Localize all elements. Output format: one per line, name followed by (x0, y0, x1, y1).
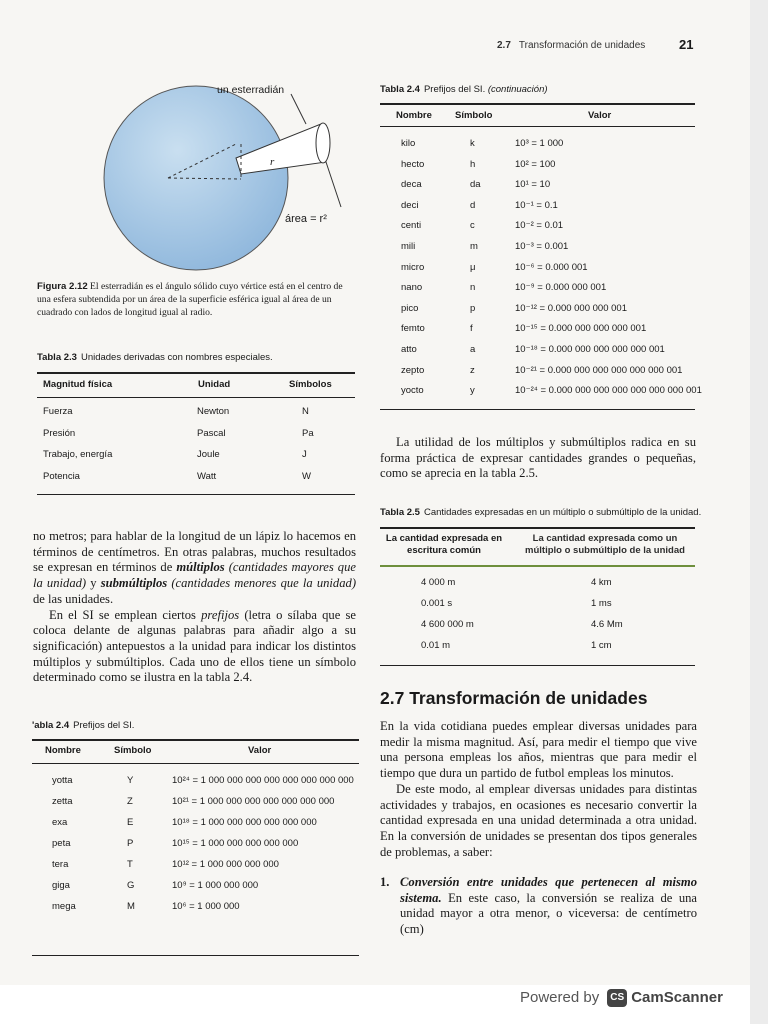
table23-cell: Newton (197, 406, 230, 417)
table24b-cell: 10⁻¹ = 0.1 (515, 199, 558, 211)
table24b-cell: mili (401, 241, 416, 252)
section-title: 2.7 Transformación de unidades (380, 688, 648, 708)
table23-cell: J (302, 449, 307, 460)
sphere (104, 86, 288, 270)
table24b-cell: femto (401, 323, 425, 335)
table24b-cell: centi (401, 220, 422, 232)
right-paragraph: La utilidad de los múltiplos y submúltiplos radica en su forma práctica de expresar cantidades grandes o pequeñas, como se aprecia en la tabla 2.5. (380, 435, 696, 481)
page-number: 21 (679, 37, 694, 52)
table24b-cell: 10² = 100 (515, 158, 556, 170)
table24a-cell: T (127, 859, 133, 870)
table24a-cell: 10²⁴ = 1 000 000 000 000 000 000 000 000 (172, 775, 354, 786)
table24a-title: 'abla 2.4 Prefijos del SI. (32, 720, 135, 731)
table24a-cell: mega (52, 901, 76, 912)
table23-cell: Watt (197, 470, 217, 482)
table25-header: La cantidad expresada en escritura común (385, 533, 503, 556)
scan-edge (750, 0, 768, 1024)
table24b-cell: atto (401, 344, 417, 355)
table24b-header: Valor (588, 110, 612, 121)
table24b-cell: p (470, 302, 476, 314)
table24b-cell: 10⁻⁹ = 0.000 000 001 (515, 282, 607, 294)
table24b-cell: 10⁻³ = 0.001 (515, 241, 569, 252)
table24b-cell: 10¹ = 10 (515, 179, 551, 191)
table24b-cell: pico (401, 302, 419, 314)
table24b-cell: 10⁻²¹ = 0.000 000 000 000 000 000 001 (515, 364, 683, 376)
table24a-cell: tera (52, 859, 69, 870)
label-area: área = r² (285, 213, 327, 225)
watermark: Powered by CS CamScanner (520, 989, 723, 1006)
table24b-cell: nano (401, 282, 423, 294)
table25-cell: 4 km (591, 577, 612, 588)
table24a-cell: G (127, 880, 135, 891)
table24a-cell: yotta (52, 775, 73, 786)
table24b-header: Símbolo (455, 110, 493, 121)
steradian-figure (36, 82, 376, 272)
table24b-cell: d (470, 199, 476, 211)
table25-cell: 1 cm (591, 640, 612, 651)
table24b-cell: deca (401, 179, 422, 191)
table24b-cell: 10⁻¹² = 0.000 000 000 001 (515, 302, 627, 314)
table24b-cell: 10⁻⁶ = 0.000 001 (515, 261, 588, 273)
label-steradian: un esterradián (217, 84, 285, 96)
table25-cell: 4 000 m (421, 577, 456, 588)
table24b-cell: m (470, 241, 478, 252)
table24a-cell: 10²¹ = 1 000 000 000 000 000 000 000 (172, 796, 335, 807)
table24b-cell: hecto (401, 158, 425, 170)
table23-cell: Joule (197, 449, 220, 460)
table24b-cell: da (470, 179, 481, 191)
table23-cell: Trabajo, energía (43, 449, 113, 460)
table24a-cell: M (127, 901, 135, 912)
table24a-cell: E (127, 817, 134, 828)
table24a-cell: 10¹² = 1 000 000 000 000 (172, 859, 279, 870)
section-body: En la vida cotidiana puedes emplear diversas unidades para medir la misma magnitud. Así, para medir el tiempo que vive una persona empleas los años, mientras que para medir el tiempo que dura un partido de futbol empleas los minutos. De este modo, al emplear diversas unidades para distintas actividades y trabajos, en ocasiones es necesario convertir la cantidad expresada en una unidad determinada a otra unidad. En la conversión de unidades se presentan dos tipos generales de problemas, a saber: (380, 719, 697, 859)
table23-cell: Fuerza (43, 406, 73, 417)
table25-header: La cantidad expresada como un múltiplo o submúltiplo de la unidad (525, 533, 685, 556)
table24a-cell: exa (52, 817, 68, 828)
table24a-cell: 10⁶ = 1 000 000 (172, 901, 240, 912)
table23-header: Magnitud física (43, 379, 113, 390)
table23-header: Unidad (198, 379, 231, 390)
table24b-cell: deci (401, 199, 419, 211)
table24b-cell: μ (470, 261, 476, 273)
table24b-cell: f (470, 323, 473, 335)
table24a-cell: 10⁹ = 1 000 000 000 (172, 880, 259, 891)
table24a-cell: 10¹⁵ = 1 000 000 000 000 000 (172, 838, 299, 849)
table23-cell: Pascal (197, 427, 226, 439)
table24b-cell: 10⁻²⁴ = 0.000 000 000 000 000 000 000 001 (515, 385, 702, 397)
table23-cell: Potencia (43, 470, 80, 482)
table24b-cell: c (470, 220, 475, 232)
label-r: r (270, 156, 275, 168)
left-body-text: no metros; para hablar de la longitud de un lápiz lo hacemos en términos de centímetros. En otras palabras, muchos resultados se expresan en términos de múltiplos (cantidades mayores que la unidad) y submúltiplos (cantidades menores que la unidad) de las unidades. En el SI se emplean ciertos prefijos (letra o sílaba que se coloca delante de algunas palabras para añadir algo a su significación) antepuestos a la unidad para indicar los distintos múltiplos y submúltiplos. Cada uno de ellos tiene un símbolo determinado como se ilustra en la tabla 2.4. (33, 529, 357, 685)
table25-cell: 4 600 000 m (421, 619, 474, 630)
table24b-cell: k (470, 138, 475, 149)
table24b-cell: 10³ = 1 000 (515, 138, 564, 149)
table24b-cell: zepto (401, 364, 425, 376)
table24b-cell: y (470, 385, 475, 397)
table24a-header: Valor (248, 745, 272, 756)
table24b-cell: kilo (401, 138, 416, 149)
table25-title: Tabla 2.5 Cantidades expresadas en un múltiplo o submúltiplo de la unidad. (380, 507, 702, 518)
table24a-header: Símbolo (114, 745, 152, 756)
table23-cell: Pa (302, 427, 314, 439)
table23-cell: W (302, 470, 311, 482)
table24a-cell: peta (52, 838, 71, 849)
running-header: 2.7 Transformación de unidades (497, 40, 646, 51)
table24a-cell: P (127, 838, 134, 849)
table24b-cell: 10⁻¹⁵ = 0.000 000 000 000 001 (515, 323, 647, 335)
table24b-cell: n (470, 282, 476, 294)
table24b-header: Nombre (396, 110, 432, 121)
table24b-cell: yocto (401, 385, 424, 397)
table23-header: Símbolos (289, 379, 332, 390)
table24b-cell: 10⁻¹⁸ = 0.000 000 000 000 000 001 (515, 344, 665, 355)
table24b-cell: micro (401, 261, 425, 273)
table24b-cell: h (470, 158, 476, 170)
figure-caption: Figura 2.12 El esterradián es el ángulo sólido cuyo vértice está en el centro de una esfera subtendida por un área de la superficie esférica igual al área de un cuadrado con lados de longitud igual al radio. (37, 281, 343, 318)
table24b-cell: 10⁻² = 0.01 (515, 220, 564, 232)
table23-title: Tabla 2.3 Unidades derivadas con nombres especiales. (37, 352, 273, 363)
table24a-cell: Y (127, 775, 134, 786)
table25-cell: 4.6 Mm (591, 619, 623, 630)
table25-cell: 0.001 s (421, 598, 453, 609)
table23-cell: N (302, 406, 309, 417)
list-item: 1. Conversión entre unidades que pertenecen al mismo sistema. En este caso, la conversión se realiza de una unidad mayor a otra menor, o viceversa: de centímetro (cm) (380, 875, 697, 937)
table24a-header: Nombre (45, 745, 81, 756)
table24a-cell: zetta (52, 796, 73, 807)
table24a-cell: Z (127, 796, 133, 807)
table24b-cell: a (470, 344, 476, 355)
table24a-cell: 10¹⁸ = 1 000 000 000 000 000 000 (172, 817, 317, 828)
table24a-cell: giga (52, 880, 70, 891)
table25-cell: 1 ms (591, 598, 612, 609)
table23-cell: Presión (43, 427, 76, 439)
table24b-title: Tabla 2.4 Prefijos del SI. (continuación) (380, 84, 548, 95)
table25-cell: 0.01 m (421, 640, 451, 651)
table24b-cell: z (470, 364, 475, 376)
camscanner-logo-icon: CS (607, 989, 627, 1007)
